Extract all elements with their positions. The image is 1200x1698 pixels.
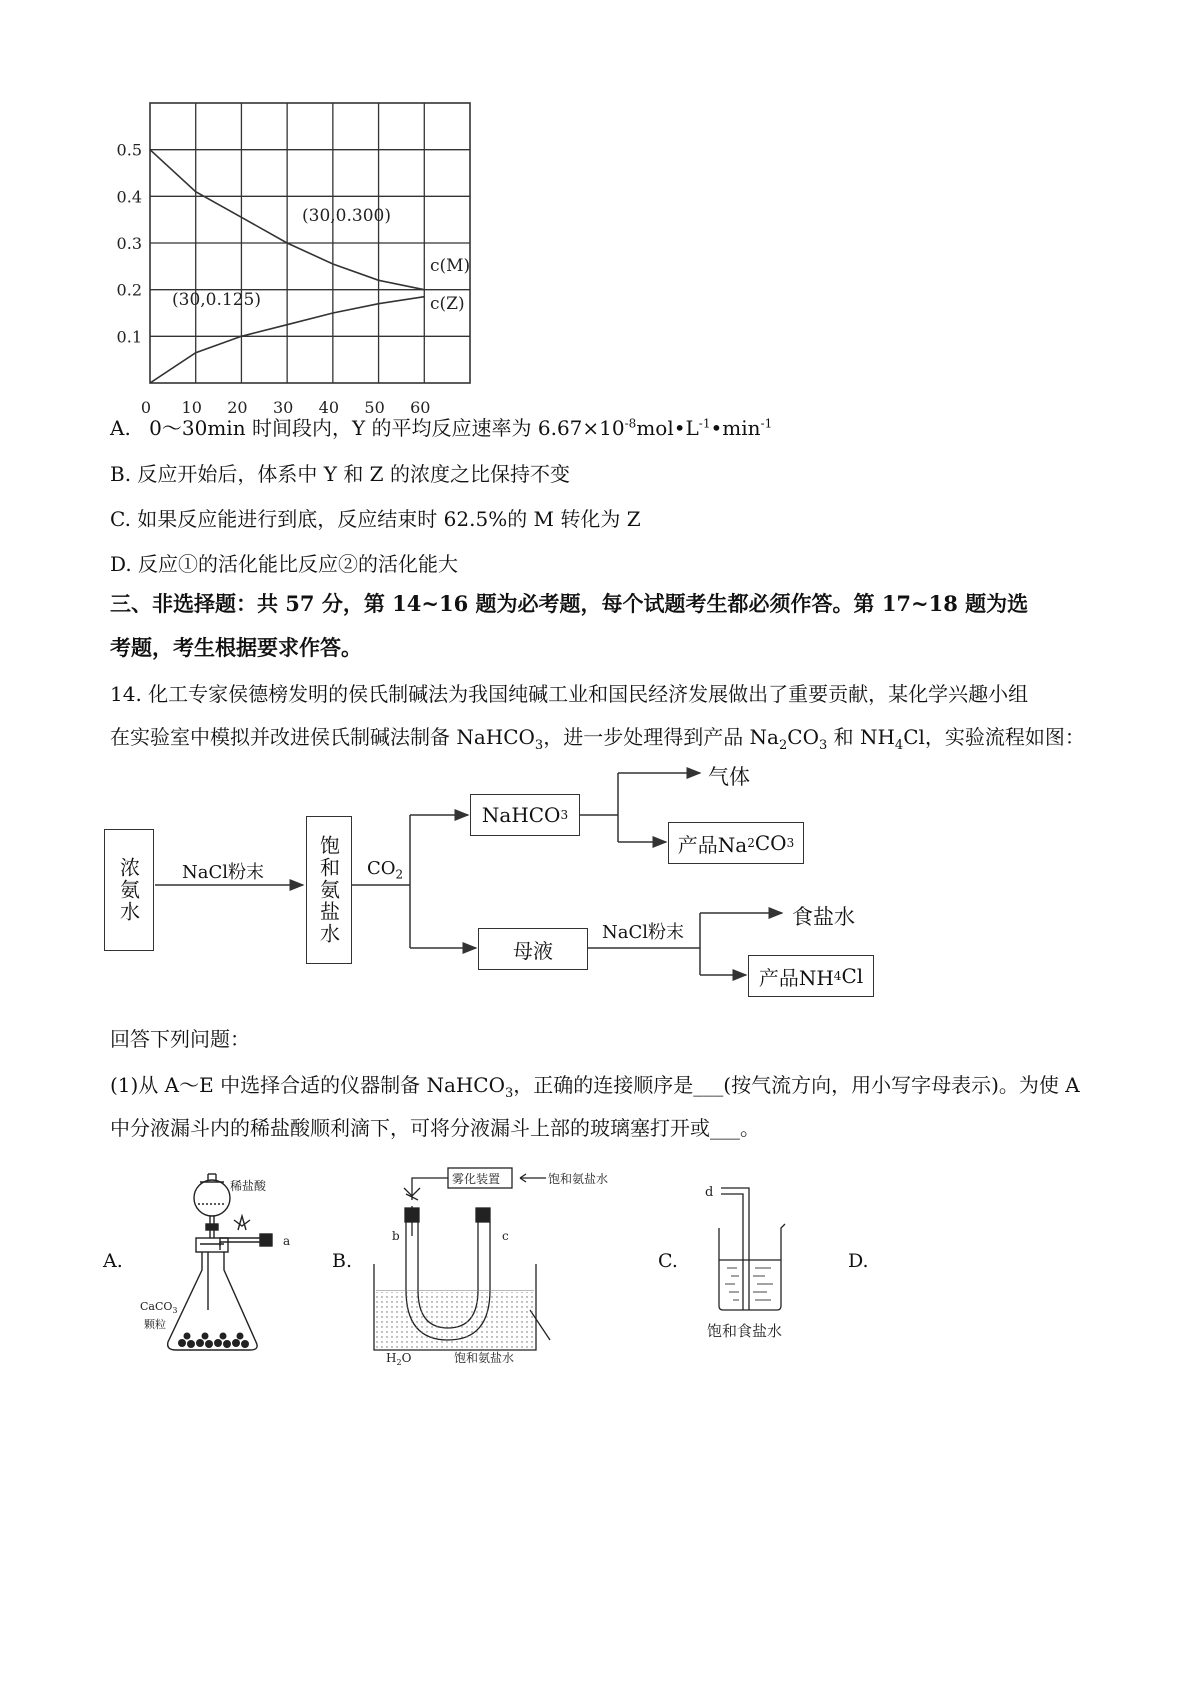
box-nahco3-sub: 3 — [560, 808, 569, 822]
q14-line2-a: 在实验室中模拟并改进侯氏制碱法制备 NaHCO — [110, 725, 535, 749]
annotation-z-point: (30,0.125) — [172, 290, 261, 310]
bent-tube-inner — [721, 1194, 743, 1310]
box-mother-liquor — [478, 928, 588, 970]
flask-body — [168, 1252, 257, 1350]
option-a-unit1: mol•L — [636, 416, 699, 440]
chart-grid — [150, 103, 470, 383]
y-tick-label: 0.4 — [116, 187, 142, 207]
q14-line2-d: 和 NH — [827, 725, 895, 749]
label-port-b: b — [392, 1229, 400, 1243]
box-product-nh4cl-sub: 4 — [833, 969, 842, 983]
label-port-d: d — [705, 1185, 714, 1200]
box-product-na2co3-sub1: 2 — [747, 836, 755, 850]
x-tick-label: 30 — [272, 398, 294, 417]
box-product-nh4cl-a: 产品NH — [758, 965, 834, 990]
box-nahco3-label: NaHCO — [481, 803, 561, 827]
beaker — [719, 1224, 785, 1310]
box-product-na2co3 — [668, 822, 804, 864]
q14-sub4: 4 — [894, 738, 904, 753]
y-tick-label: 0.1 — [116, 327, 142, 347]
apparatus-label-c: C. — [658, 1250, 678, 1272]
chart-y-ticks — [117, 141, 142, 347]
q14-sub3a: 3 — [534, 738, 544, 753]
box-concentrated-ammonia-label: 浓氨水 — [116, 857, 141, 923]
stopper-right — [476, 1208, 490, 1222]
label-sat-salt-water: 饱和食盐水 — [707, 1322, 783, 1340]
q14-line2-e: Cl，实验流程如图： — [903, 725, 1085, 749]
label-co2 — [367, 858, 403, 882]
apparatus-label-b: B. — [332, 1250, 353, 1272]
label-sat-brine-in: 饱和氨盐水 — [548, 1172, 609, 1186]
label-nacl-powder-2: NaCl粉末 — [602, 922, 685, 943]
apparatus-label-d: D. — [848, 1250, 869, 1272]
box-saturated-brine — [306, 816, 352, 964]
caco3-granules — [178, 1333, 249, 1349]
q14-sub3b: 3 — [818, 738, 828, 753]
q1-line1-sub: 3 — [505, 1086, 514, 1101]
box-product-na2co3-b: CO — [754, 831, 787, 855]
option-a-prefix: A. — [110, 416, 131, 440]
option-a-text: 0～30min 时间段内，Y 的平均反应速率为 6.67×10 — [149, 416, 625, 440]
label-co2-sub: 2 — [395, 867, 404, 882]
x-tick-label: 0 — [140, 398, 152, 417]
box-product-na2co3-a: 产品Na — [677, 832, 748, 857]
box-product-nh4cl — [748, 955, 874, 997]
label-co2-text: CO — [367, 858, 396, 879]
x-tick-label: 50 — [364, 398, 385, 417]
label-caco3: CaCO$_3$ — [140, 1300, 178, 1315]
option-c: C. 如果反应能进行到底，反应结束时 62.5%的 M 转化为 Z — [110, 507, 641, 531]
q1-line1-b: ，正确的连接顺序是___(按气流方向，用小写字母表示)。为使 A — [513, 1073, 1080, 1097]
q14-line2 — [110, 721, 1085, 753]
x-tick-label: 40 — [318, 398, 340, 417]
apparatus-b-utube — [370, 1160, 630, 1370]
funnel-bulb — [194, 1180, 230, 1216]
option-a-sup2: -1 — [698, 416, 711, 431]
x-tick-label: 60 — [410, 398, 431, 417]
box-product-nh4cl-b: Cl — [841, 964, 864, 988]
label-granules: 颗粒 — [144, 1318, 166, 1331]
q14-line1: 14. 化工专家侯德榜发明的侯氏制碱法为我国纯碱工业和国民经济发展做出了重要贡献，某化学兴趣小组 — [110, 682, 1029, 706]
stopper — [196, 1238, 228, 1252]
section-heading-line1: 三、非选择题：共 57 分，第 14~16 题为必考题，每个试题考生都必须作答。第 17~18 题为选 — [110, 591, 1029, 616]
y-tick-label: 0.2 — [116, 280, 142, 300]
label-salt-water: 食盐水 — [792, 905, 855, 929]
y-tick-label: 0.3 — [116, 234, 142, 253]
label-atomizer: 雾化装置 — [452, 1172, 501, 1186]
annotation-m-point: (30,0.300) — [302, 206, 391, 226]
box-nahco3 — [470, 794, 580, 836]
bath-liquid — [376, 1290, 534, 1291]
series-label-cz: c(Z) — [430, 294, 465, 314]
answer-intro: 回答下列问题： — [110, 1027, 250, 1051]
option-a-sup1: -8 — [624, 416, 637, 431]
apparatus-c-beaker — [695, 1180, 815, 1340]
q1-line1 — [110, 1069, 1080, 1101]
label-h2o: $H_2O$ — [386, 1351, 412, 1367]
label-port-c: c — [502, 1229, 509, 1243]
concentration-chart — [116, 95, 540, 430]
x-tick-label: 20 — [227, 398, 248, 417]
flow-connectors — [0, 760, 1200, 1010]
stopper-left — [405, 1208, 419, 1222]
option-b: B. 反应开始后，体系中 Y 和 Z 的浓度之比保持不变 — [110, 462, 570, 486]
label-sat-brine-u: 饱和氨盐水 — [454, 1351, 515, 1365]
label-dilute-hcl: 稀盐酸 — [230, 1179, 267, 1193]
section-heading-line2: 考题，考生根据要求作答。 — [110, 635, 362, 660]
label-port-a: a — [283, 1234, 291, 1248]
q14-sub2: 2 — [778, 738, 788, 753]
box-concentrated-ammonia — [104, 829, 154, 951]
box-product-na2co3-sub2: 3 — [786, 836, 795, 850]
q14-line2-c: CO — [787, 725, 819, 749]
x-tick-label: 10 — [181, 398, 202, 417]
apparatus-label-a: A. — [103, 1250, 123, 1272]
q1-line1-a: (1)从 A～E 中选择合适的仪器制备 NaHCO — [110, 1073, 506, 1097]
series-label-cm: c(M) — [430, 256, 471, 276]
option-a-unit2: •min — [710, 416, 761, 440]
box-mother-liquor-label: 母液 — [513, 938, 553, 963]
label-nacl-powder: NaCl粉末 — [182, 862, 265, 883]
label-gas: 气体 — [708, 765, 750, 789]
option-a — [110, 412, 772, 441]
y-tick-label: 0.5 — [116, 140, 142, 160]
apparatus-a-flask — [130, 1160, 320, 1360]
option-d: D. 反应①的活化能比反应②的活化能大 — [110, 552, 459, 576]
stopcock — [206, 1224, 218, 1230]
option-a-sup3: -1 — [760, 416, 773, 431]
q14-line2-b: ，进一步处理得到产品 Na — [543, 725, 779, 749]
q1-line2: 中分液漏斗内的稀盐酸顺利滴下，可将分液漏斗上部的玻璃塞打开或___。 — [110, 1116, 760, 1140]
box-saturated-brine-label: 饱和氨盐水 — [316, 835, 341, 945]
